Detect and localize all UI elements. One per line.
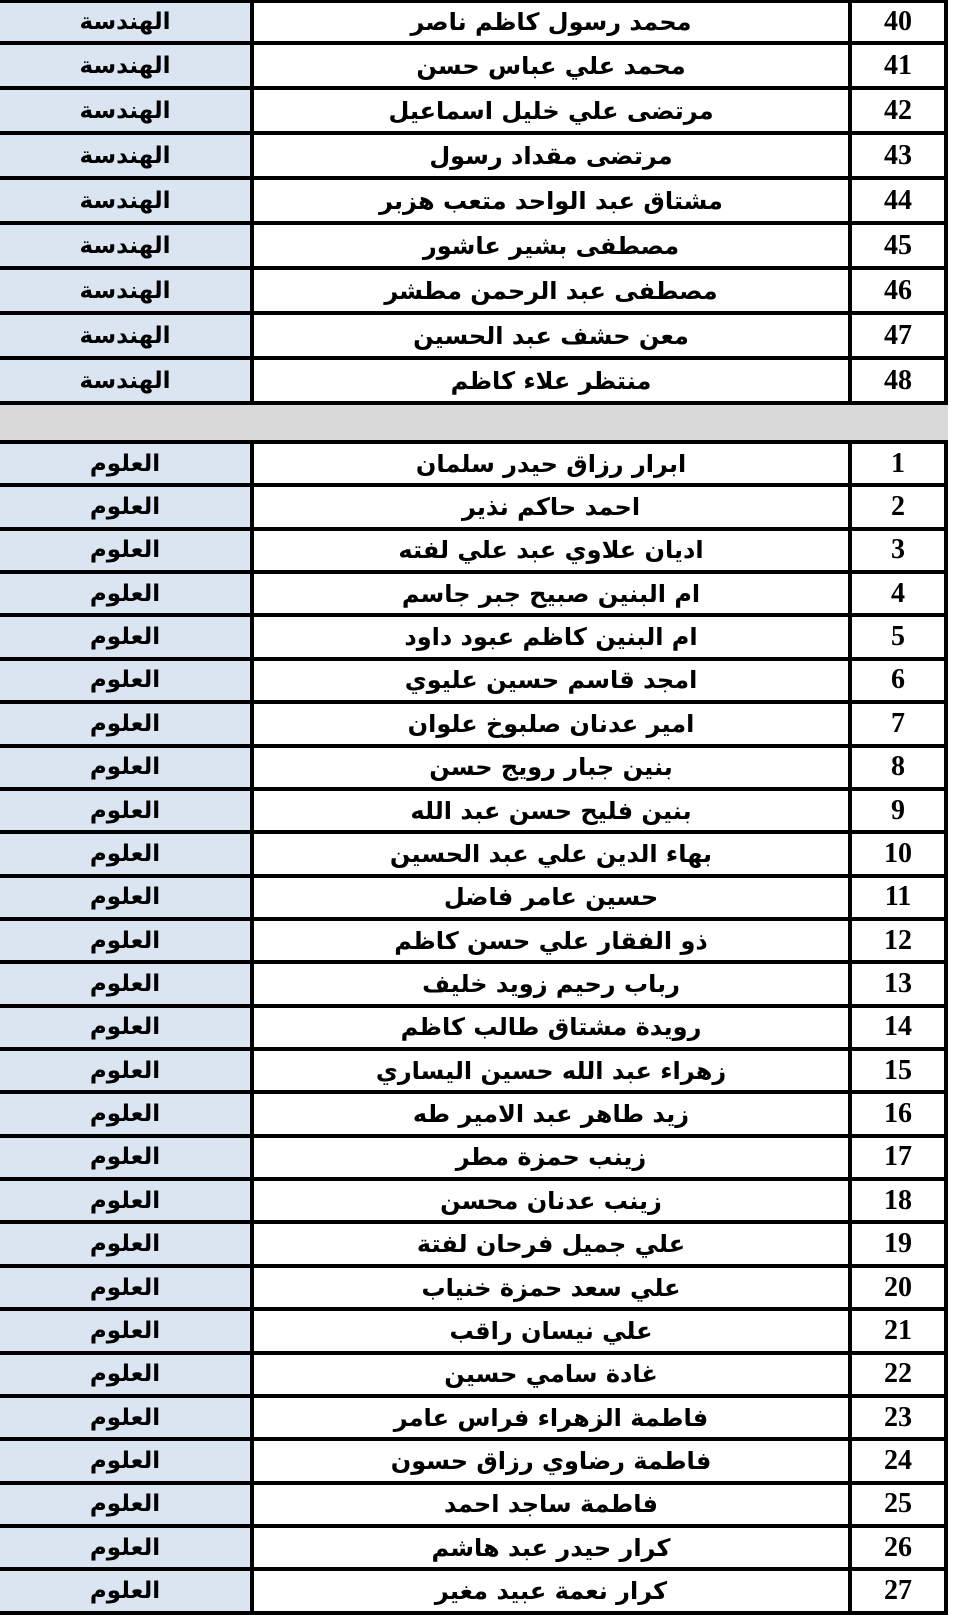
- row-number-cell: 48: [852, 360, 948, 401]
- department-cell: العلوم: [0, 748, 254, 787]
- table-row: [0, 1051, 948, 1094]
- student-name-cell: رويدة مشتاق طالب كاظم: [254, 1008, 852, 1047]
- student-name-cell: حسين عامر فاضل: [254, 878, 852, 917]
- row-number-cell: 44: [852, 180, 948, 221]
- row-number-cell: 42: [852, 90, 948, 131]
- row-number-cell: 7: [852, 704, 948, 743]
- table-row: [0, 270, 948, 315]
- table-row: [0, 315, 948, 360]
- department-cell: العلوم: [0, 964, 254, 1003]
- student-name-cell: ام البنين كاظم عبود داود: [254, 617, 852, 656]
- student-name-cell: غادة سامي حسين: [254, 1355, 852, 1394]
- department-cell: العلوم: [0, 704, 254, 743]
- table-row: [0, 661, 948, 704]
- department-cell: العلوم: [0, 1008, 254, 1047]
- table-row: [0, 45, 948, 90]
- table-row: [0, 1485, 948, 1528]
- row-number-cell: 5: [852, 617, 948, 656]
- department-cell: العلوم: [0, 791, 254, 830]
- department-cell: العلوم: [0, 574, 254, 613]
- row-number-cell: 17: [852, 1138, 948, 1177]
- department-cell: العلوم: [0, 661, 254, 700]
- student-name-cell: امير عدنان صلبوخ علوان: [254, 704, 852, 743]
- department-cell: الهندسة: [0, 315, 254, 356]
- table-row: [0, 1268, 948, 1311]
- department-cell: العلوم: [0, 1441, 254, 1480]
- table-row: [0, 1441, 948, 1484]
- department-cell: العلوم: [0, 1051, 254, 1090]
- section-separator: [0, 405, 948, 444]
- table-row: [0, 1008, 948, 1051]
- row-number-cell: 2: [852, 487, 948, 526]
- student-name-cell: احمد حاكم نذير: [254, 487, 852, 526]
- row-number-cell: 11: [852, 878, 948, 917]
- student-name-cell: زيد طاهر عبد الامير طه: [254, 1094, 852, 1133]
- department-cell: العلوم: [0, 617, 254, 656]
- student-name-cell: كرار حيدر عبد هاشم: [254, 1528, 852, 1567]
- student-name-cell: ذو الفقار علي حسن كاظم: [254, 921, 852, 960]
- table-row: [0, 878, 948, 921]
- student-name-cell: زينب حمزة مطر: [254, 1138, 852, 1177]
- student-name-cell: رباب رحيم زويد خليف: [254, 964, 852, 1003]
- student-name-cell: فاطمة رضاوي رزاق حسون: [254, 1441, 852, 1480]
- department-cell: العلوم: [0, 1268, 254, 1307]
- row-number-cell: 21: [852, 1311, 948, 1350]
- table-row: [0, 135, 948, 180]
- row-number-cell: 16: [852, 1094, 948, 1133]
- table-row: [0, 1138, 948, 1181]
- table-row: [0, 791, 948, 834]
- table-row: [0, 574, 948, 617]
- row-number-cell: 43: [852, 135, 948, 176]
- student-name-cell: مرتضى علي خليل اسماعيل: [254, 90, 852, 131]
- department-cell: الهندسة: [0, 270, 254, 311]
- student-name-cell: مرتضى مقداد رسول: [254, 135, 852, 176]
- table-row: [0, 531, 948, 574]
- department-cell: العلوم: [0, 878, 254, 917]
- table-row: [0, 1224, 948, 1267]
- student-name-cell: بنين فليح حسن عبد الله: [254, 791, 852, 830]
- row-number-cell: 47: [852, 315, 948, 356]
- table-row: [0, 90, 948, 135]
- row-number-cell: 24: [852, 1441, 948, 1480]
- department-cell: العلوم: [0, 531, 254, 570]
- department-cell: العلوم: [0, 834, 254, 873]
- student-name-cell: ام البنين صبيح جبر جاسم: [254, 574, 852, 613]
- row-number-cell: 23: [852, 1398, 948, 1437]
- table-row: [0, 748, 948, 791]
- row-number-cell: 8: [852, 748, 948, 787]
- table-row: [0, 1398, 948, 1441]
- student-name-cell: مشتاق عبد الواحد متعب هزبر: [254, 180, 852, 221]
- student-name-cell: زينب عدنان محسن: [254, 1181, 852, 1220]
- table-row: [0, 487, 948, 530]
- table-row: [0, 1528, 948, 1571]
- row-number-cell: 13: [852, 964, 948, 1003]
- row-number-cell: 1: [852, 444, 948, 483]
- student-name-cell: مصطفى عبد الرحمن مطشر: [254, 270, 852, 311]
- department-cell: العلوم: [0, 1398, 254, 1437]
- department-cell: الهندسة: [0, 135, 254, 176]
- row-number-cell: 45: [852, 225, 948, 266]
- row-number-cell: 4: [852, 574, 948, 613]
- table-row: [0, 225, 948, 270]
- department-cell: العلوم: [0, 487, 254, 526]
- department-cell: العلوم: [0, 444, 254, 483]
- student-name-cell: منتظر علاء كاظم: [254, 360, 852, 401]
- department-cell: العلوم: [0, 1355, 254, 1394]
- row-number-cell: 15: [852, 1051, 948, 1090]
- department-cell: العلوم: [0, 1571, 254, 1610]
- student-name-cell: امجد قاسم حسين عليوي: [254, 661, 852, 700]
- row-number-cell: 22: [852, 1355, 948, 1394]
- row-number-cell: 40: [852, 3, 948, 41]
- table-row: [0, 360, 948, 405]
- row-number-cell: 26: [852, 1528, 948, 1567]
- department-cell: العلوم: [0, 1094, 254, 1133]
- department-cell: العلوم: [0, 1224, 254, 1263]
- table-row: [0, 444, 948, 487]
- table-row: [0, 1571, 948, 1614]
- row-number-cell: 46: [852, 270, 948, 311]
- row-number-cell: 3: [852, 531, 948, 570]
- department-cell: الهندسة: [0, 45, 254, 86]
- department-cell: الهندسة: [0, 3, 254, 41]
- table-row: [0, 617, 948, 660]
- row-number-cell: 19: [852, 1224, 948, 1263]
- table-row: [0, 964, 948, 1007]
- student-name-cell: اديان علاوي عبد علي لفته: [254, 531, 852, 570]
- row-number-cell: 41: [852, 45, 948, 86]
- department-cell: الهندسة: [0, 90, 254, 131]
- row-number-cell: 9: [852, 791, 948, 830]
- student-name-cell: كرار نعمة عبيد مغير: [254, 1571, 852, 1610]
- student-name-cell: فاطمة الزهراء فراس عامر: [254, 1398, 852, 1437]
- row-number-cell: 6: [852, 661, 948, 700]
- department-cell: الهندسة: [0, 360, 254, 401]
- department-cell: العلوم: [0, 1528, 254, 1567]
- table-row: [0, 704, 948, 747]
- student-name-cell: فاطمة ساجد احمد: [254, 1485, 852, 1524]
- row-number-cell: 25: [852, 1485, 948, 1524]
- student-name-cell: زهراء عبد الله حسين اليساري: [254, 1051, 852, 1090]
- row-number-cell: 20: [852, 1268, 948, 1307]
- department-cell: العلوم: [0, 1138, 254, 1177]
- student-name-cell: مصطفى بشير عاشور: [254, 225, 852, 266]
- table-row: [0, 921, 948, 964]
- table-row: [0, 180, 948, 225]
- row-number-cell: 18: [852, 1181, 948, 1220]
- row-number-cell: 12: [852, 921, 948, 960]
- department-cell: العلوم: [0, 1485, 254, 1524]
- table-row: [0, 1311, 948, 1354]
- student-name-cell: معن حشف عبد الحسين: [254, 315, 852, 356]
- student-name-cell: محمد علي عباس حسن: [254, 45, 852, 86]
- student-name-cell: علي سعد حمزة خنياب: [254, 1268, 852, 1307]
- student-name-cell: علي جميل فرحان لفتة: [254, 1224, 852, 1263]
- table-row: [0, 1094, 948, 1137]
- department-cell: الهندسة: [0, 225, 254, 266]
- row-number-cell: 27: [852, 1571, 948, 1610]
- table-row: [0, 1181, 948, 1224]
- row-number-cell: 14: [852, 1008, 948, 1047]
- row-number-cell: 10: [852, 834, 948, 873]
- table-row: [0, 834, 948, 877]
- department-cell: العلوم: [0, 921, 254, 960]
- student-name-cell: محمد رسول كاظم ناصر: [254, 3, 852, 41]
- table-row: [0, 3, 948, 45]
- department-cell: الهندسة: [0, 180, 254, 221]
- student-name-cell: بهاء الدين علي عبد الحسين: [254, 834, 852, 873]
- department-cell: العلوم: [0, 1181, 254, 1220]
- student-name-cell: بنين جبار رويج حسن: [254, 748, 852, 787]
- table-row: [0, 1355, 948, 1398]
- student-name-cell: علي نيسان راقب: [254, 1311, 852, 1350]
- department-cell: العلوم: [0, 1311, 254, 1350]
- student-name-cell: ابرار رزاق حيدر سلمان: [254, 444, 852, 483]
